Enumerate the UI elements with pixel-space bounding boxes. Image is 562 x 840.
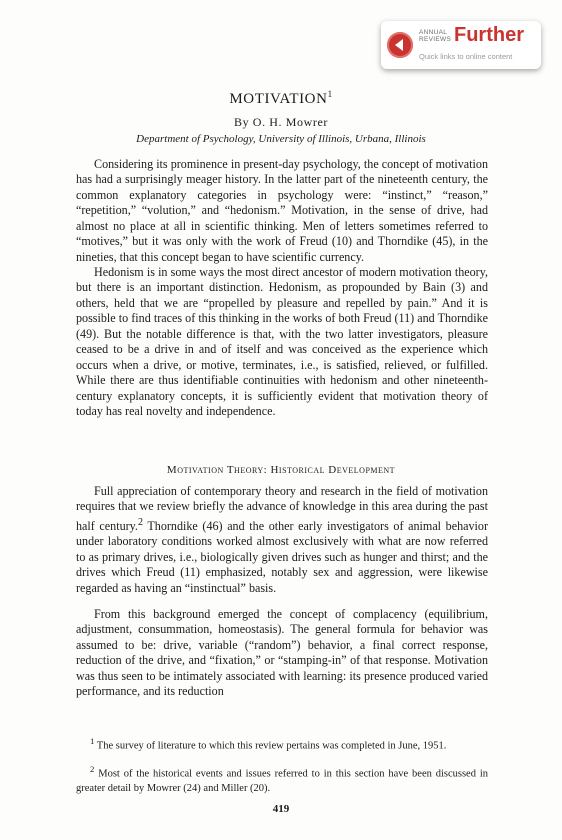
section-heading: Motivation Theory: Historical Development — [166, 464, 396, 476]
page-number: 419 — [272, 803, 290, 815]
further-label: Further — [454, 24, 524, 46]
article-title: MOTIVATION$^1$ — [229, 89, 333, 107]
footnote-1: $^1$ The survey of literature to which this review pertains was completed in June, 1951. — [90, 736, 447, 752]
paragraph-1: Considering its prominence in present-day psychology, the concept of motivation has had a surprisingly meager history. In the latter part of the nineteenth century, the common explanatory categories in psychology were: “instinct,” “reason,” “repetition,” “volution,” and “hedonism.” Motivation, in the sense of drive, had almost no place at all in scientific thinking. Men of letters sometimes referred to “motives,” but it was only with the work of Freud (10) and Thorndike (45), in the nineties, that this concept began to have scientific currency. — [76, 157, 488, 264]
further-badge[interactable] — [381, 21, 541, 69]
paragraph-2: Hedonism is in some ways the most direct ancestor of modern motivation theory, but there is an important distinction. Hedonism, as propounded by Bain (3) and others, held that we are “propelled by pleasure and repelled by pain.” And it is possible to find traces of this thinking in the works of both Freud (11) and Thorndike (49). But the notable difference is that, with the two latter investigators, pleasure ceased to be a drive in and of itself and was conceived as the experience which occurs when a drive, or motive, terminates, i.e., is satisfied, relieved, or fulfilled. While there are thus identifiable continuities with hedonism and other nineteenth-century explanatory concepts, it is sufficiently evident that motivation theory of today has real novelty and independence. — [76, 265, 488, 419]
further-subtitle: Quick links to online content — [419, 52, 513, 61]
annual-reviews-label: ANNUAL REVIEWS — [419, 29, 452, 43]
paragraph-4: From this background emerged the concept of complacency (equilibrium, adjustment, consummation, homeostasis). The general formula for behavior was assumed to be: drive, variable (“random”) behavior, a final correct response, reduction of the drive, and “fixation,” or “stamping-in” of that response. Motivation was thus seen to be intimately associated with learning: its presence produced varied performance, and its reduction — [76, 607, 488, 699]
footnote-2: $^2$ Most of the historical events and issues referred to in this section have been discussed in greater detail by Mowrer (24) and Miller (20). — [76, 764, 488, 794]
footnote-ref-2: 2 — [137, 516, 143, 528]
further-logo-icon — [387, 32, 413, 58]
affiliation-line: Department of Psychology, University of Illinois, Urbana, Illinois — [136, 133, 426, 145]
author-line: By O. H. Mowrer — [234, 115, 328, 129]
paragraph-3: Full appreciation of contemporary theory and research in the field of motivation requires that we review briefly the advance of knowledge in this area during the past half century.$^2$ Thorndike (46) and the other early investigators of animal behavior under laboratory conditions worked almost exclusively with what are now referred to as primary drives, i.e., biologically given drives such as hunger and thirst; and the drives which Freud (11) emphasized, notably sex and aggression, were likewise regarded as having an “instinctual” basis. — [76, 484, 488, 595]
